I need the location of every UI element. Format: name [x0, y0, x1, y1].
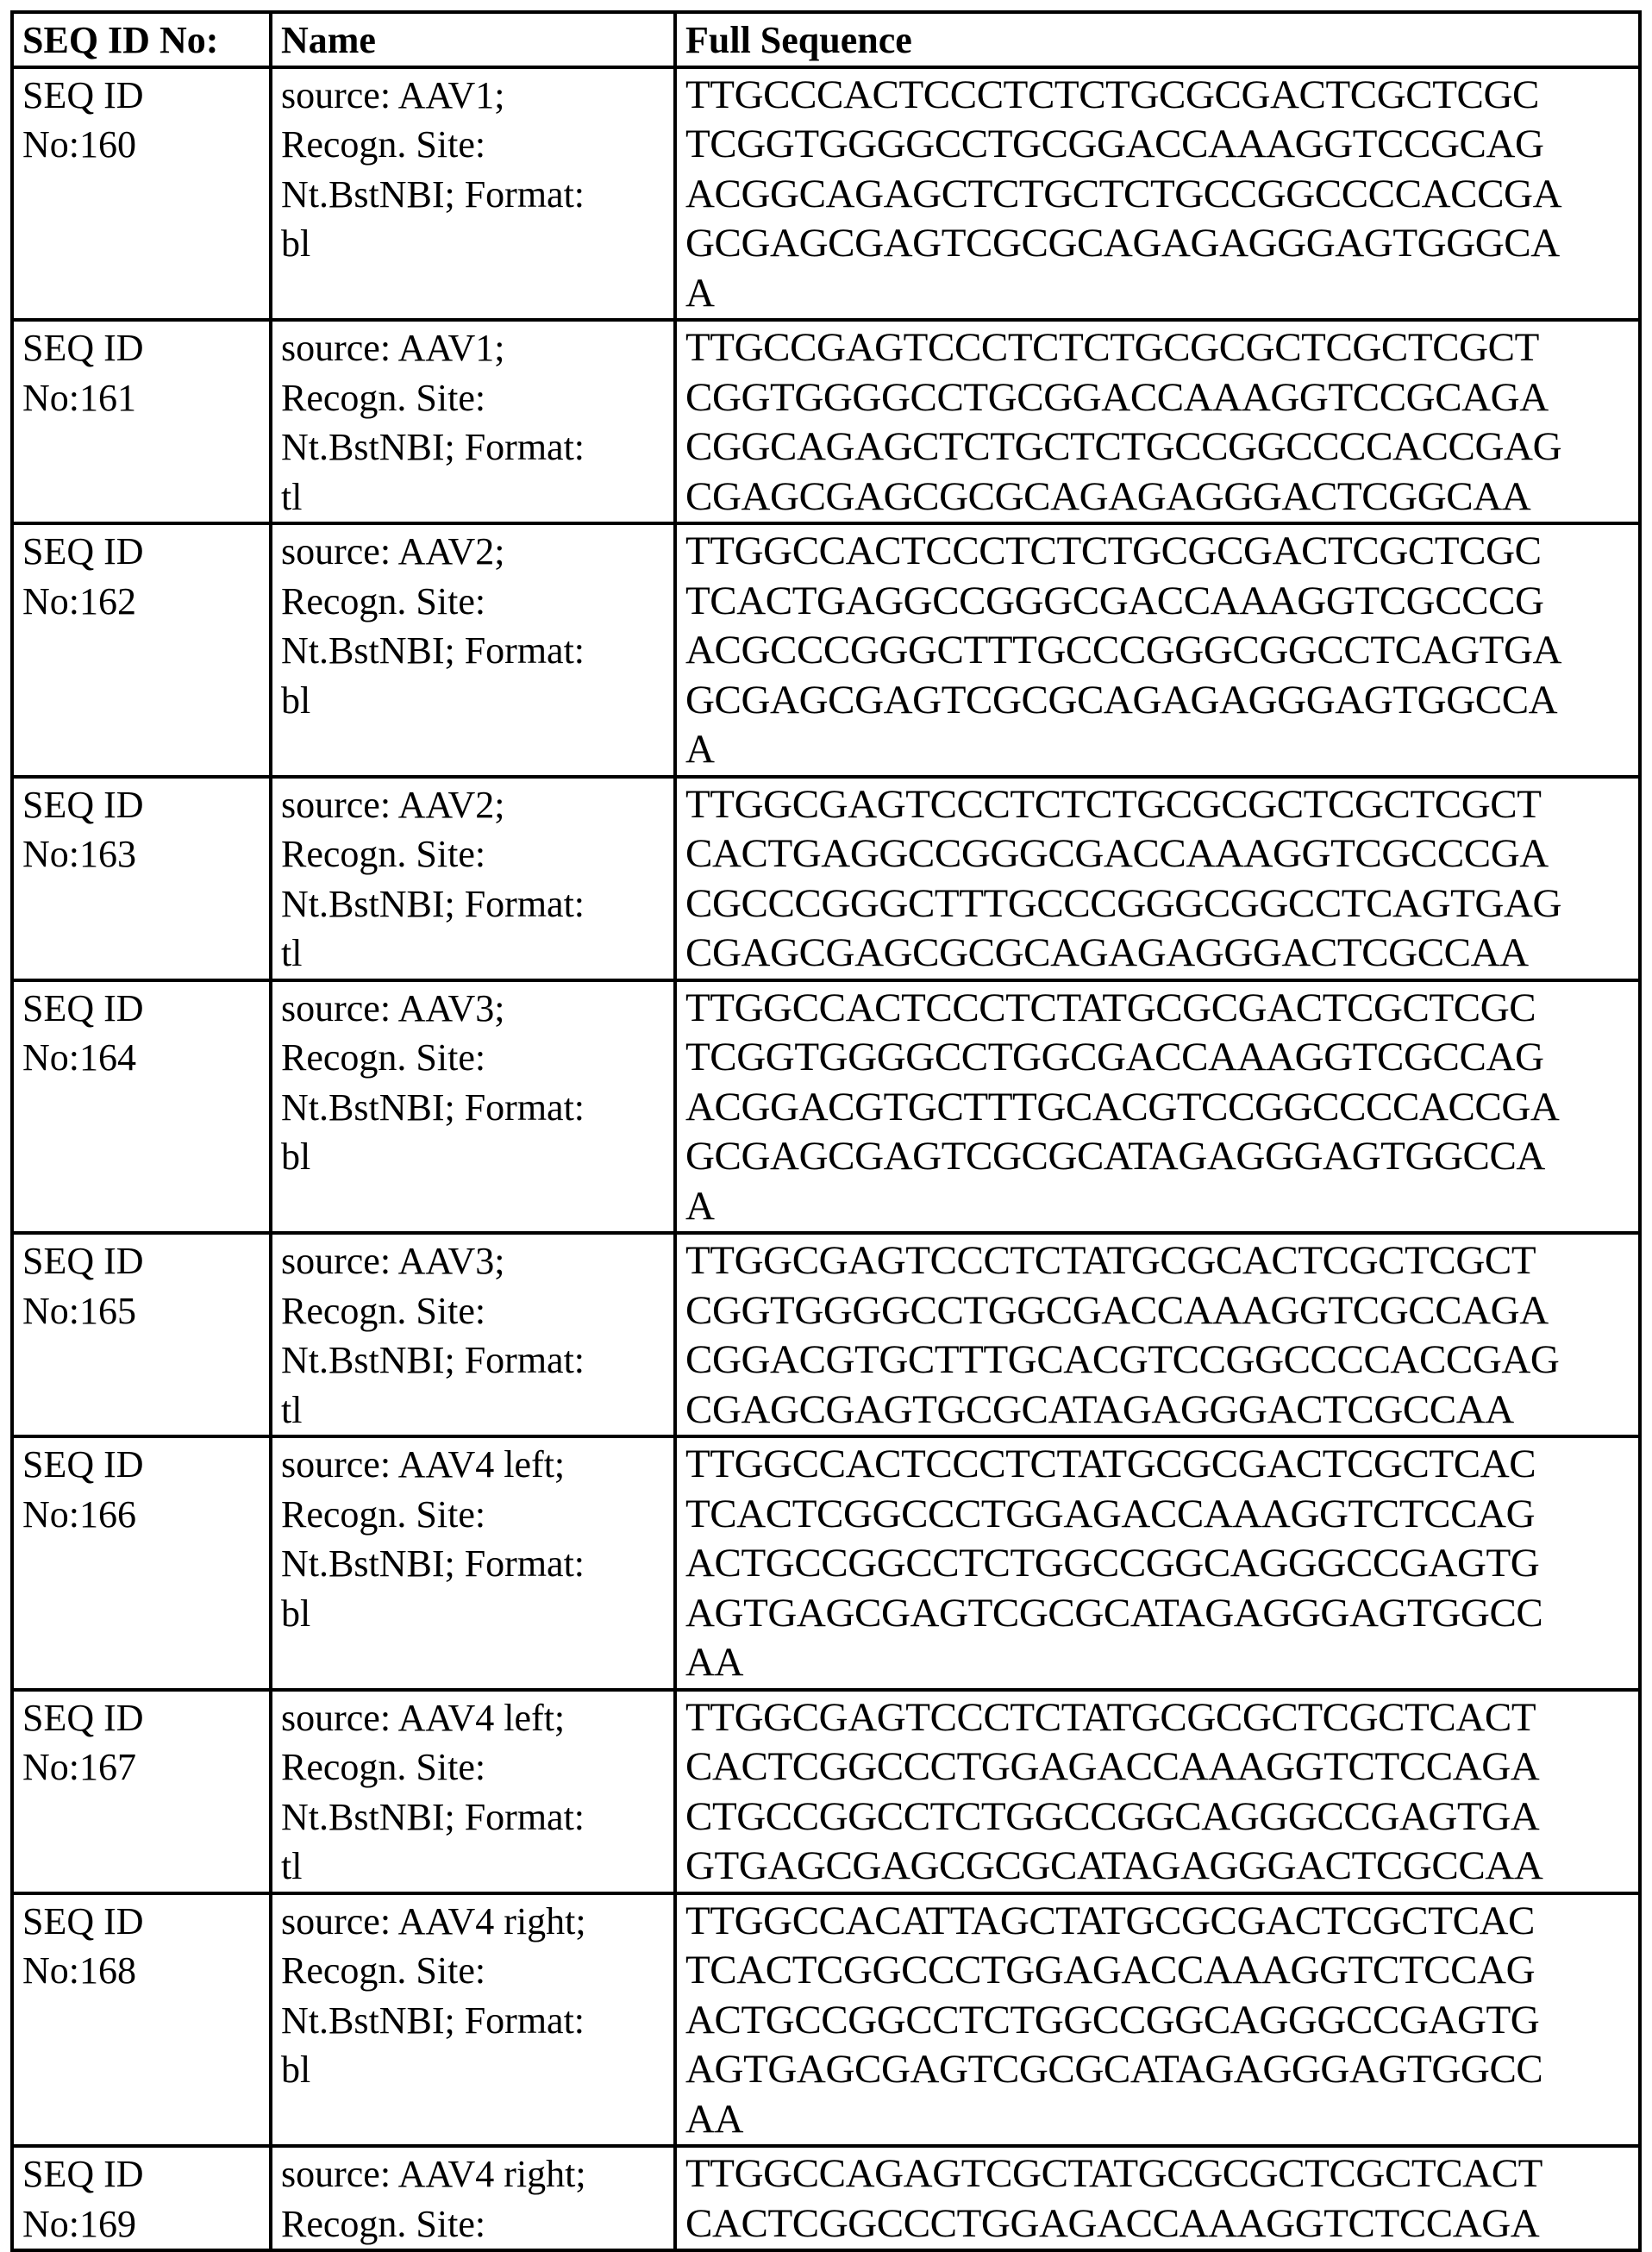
table-row: [12, 523, 1640, 777]
name-line: source: AAV1;: [281, 71, 665, 121]
name-line: Recogn. Site:: [281, 1946, 665, 1996]
sequence-cell: [675, 2146, 1640, 2250]
sequence-cell: [675, 980, 1640, 1234]
name-line: Recogn. Site:: [281, 829, 665, 879]
seq-id-line: SEQ ID: [22, 527, 260, 577]
sequence-line: A: [685, 269, 1630, 319]
seq-id-line: No:169: [22, 2199, 260, 2249]
name-line: tl: [281, 472, 665, 522]
seq-id-line: SEQ ID: [22, 1236, 260, 1286]
sequence-line: CGGTGGGGCCTGCGGACCAAAGGTCCGCAGA: [685, 373, 1630, 423]
seq-id-cell: [12, 1690, 271, 1893]
name-cell: [271, 67, 675, 321]
sequence-line: AGTGAGCGAGTCGCGCATAGAGGGAGTGGCC: [685, 2045, 1630, 2095]
name-cell: [271, 1893, 675, 2147]
name-line: Recogn. Site:: [281, 1033, 665, 1083]
seq-id-line: SEQ ID: [22, 1897, 260, 1947]
sequence-line: TTGCCCACTCCCTCTCTGCGCGACTCGCTCGC: [685, 71, 1630, 121]
table-row: [12, 777, 1640, 980]
sequence-line: TCGGTGGGGCCTGCGGACCAAAGGTCCGCAG: [685, 120, 1630, 170]
name-cell: [271, 1233, 675, 1436]
sequence-line: CGGACGTGCTTTGCACGTCCGGCCCCACCGAG: [685, 1336, 1630, 1386]
name-line: source: AAV4 left;: [281, 1440, 665, 1490]
name-line: source: AAV2;: [281, 780, 665, 830]
name-line: Nt.BstNBI; Format:: [281, 1539, 665, 1589]
sequence-line: TTGGCGAGTCCCTCTATGCGCACTCGCTCGCT: [685, 1236, 1630, 1286]
name-line: bl: [281, 676, 665, 726]
sequence-line: TTGGCCACTCCCTCTCTGCGCGACTCGCTCGC: [685, 527, 1630, 577]
sequence-table: [10, 10, 1642, 2252]
seq-id-line: SEQ ID: [22, 323, 260, 373]
sequence-line: CGAGCGAGCGCGCAGAGAGGGACTCGCCAA: [685, 929, 1630, 979]
name-cell: [271, 1436, 675, 1690]
name-line: Nt.BstNBI; Format:: [281, 879, 665, 929]
name-line: Nt.BstNBI; Format:: [281, 1083, 665, 1133]
name-line: Recogn. Site:: [281, 577, 665, 627]
table-row: [12, 1690, 1640, 1893]
sequence-cell: [675, 1690, 1640, 1893]
name-line: Recogn. Site:: [281, 373, 665, 423]
sequence-line: TTGGCCACTCCCTCTATGCGCGACTCGCTCGC: [685, 984, 1630, 1034]
seq-id-cell: [12, 777, 271, 980]
name-line: source: AAV4 right;: [281, 2149, 665, 2199]
name-cell: [271, 320, 675, 523]
sequence-line: AA: [685, 1638, 1630, 1688]
name-line: source: AAV2;: [281, 527, 665, 577]
name-line: bl: [281, 2045, 665, 2095]
sequence-line: AGTGAGCGAGTCGCGCATAGAGGGAGTGGCC: [685, 1589, 1630, 1639]
sequence-cell: [675, 777, 1640, 980]
seq-id-line: No:161: [22, 373, 260, 423]
header-seq-id: SEQ ID No:: [12, 12, 271, 67]
name-line: bl: [281, 1589, 665, 1639]
sequence-line: GCGAGCGAGTCGCGCATAGAGGGAGTGGCCA: [685, 1132, 1630, 1182]
header-name: Name: [271, 12, 675, 67]
sequence-line: CACTCGGCCCTGGAGACCAAAGGTCTCCAGA: [685, 2199, 1630, 2249]
name-line: bl: [281, 219, 665, 269]
sequence-line: ACTGCCGGCCTCTGGCCGGCAGGGCCGAGTG: [685, 1539, 1630, 1589]
name-line: source: AAV4 left;: [281, 1693, 665, 1743]
seq-id-cell: [12, 980, 271, 1234]
seq-id-line: No:165: [22, 1286, 260, 1336]
sequence-line: AA: [685, 2095, 1630, 2145]
sequence-line: CACTGAGGCCGGGCGACCAAAGGTCGCCCGA: [685, 829, 1630, 879]
sequence-line: TTGGCGAGTCCCTCTATGCGCGCTCGCTCACT: [685, 1693, 1630, 1743]
seq-id-line: SEQ ID: [22, 1693, 260, 1743]
seq-id-line: No:160: [22, 120, 260, 170]
sequence-cell: [675, 1893, 1640, 2147]
name-cell: [271, 2146, 675, 2250]
name-cell: [271, 777, 675, 980]
sequence-line: TTGGCGAGTCCCTCTCTGCGCGCTCGCTCGCT: [685, 780, 1630, 830]
table-row: [12, 320, 1640, 523]
name-line: source: AAV1;: [281, 323, 665, 373]
name-line: tl: [281, 1386, 665, 1436]
sequence-line: TCACTGAGGCCGGGCGACCAAAGGTCGCCCG: [685, 577, 1630, 627]
sequence-line: TCACTCGGCCCTGGAGACCAAAGGTCTCCAG: [685, 1490, 1630, 1540]
table-row: [12, 1436, 1640, 1690]
name-line: Nt.BstNBI; Format:: [281, 170, 665, 220]
sequence-cell: [675, 1233, 1640, 1436]
sequence-line: CGAGCGAGTGCGCATAGAGGGACTCGCCAA: [685, 1386, 1630, 1436]
sequence-line: CGCCCGGGCTTTGCCCGGGCGGCCTCAGTGAG: [685, 879, 1630, 929]
name-line: tl: [281, 1842, 665, 1892]
seq-id-cell: [12, 320, 271, 523]
name-cell: [271, 523, 675, 777]
header-row: [12, 12, 1640, 67]
sequence-line: TTGCCGAGTCCCTCTCTGCGCGCTCGCTCGCT: [685, 323, 1630, 373]
sequence-line: GCGAGCGAGTCGCGCAGAGAGGGAGTGGGCA: [685, 219, 1630, 269]
sequence-line: GTGAGCGAGCGCGCATAGAGGGACTCGCCAA: [685, 1842, 1630, 1892]
seq-id-line: No:164: [22, 1033, 260, 1083]
name-line: source: AAV3;: [281, 984, 665, 1034]
name-line: bl: [281, 1132, 665, 1182]
name-line: Recogn. Site:: [281, 2199, 665, 2249]
sequence-line: ACGGCAGAGCTCTGCTCTGCCGGCCCCACCGA: [685, 170, 1630, 220]
sequence-line: CGGCAGAGCTCTGCTCTGCCGGCCCCACCGAG: [685, 422, 1630, 472]
seq-id-cell: [12, 67, 271, 321]
sequence-line: CGAGCGAGCGCGCAGAGAGGGACTCGGCAA: [685, 472, 1630, 522]
seq-id-line: SEQ ID: [22, 780, 260, 830]
sequence-line: CTGCCGGCCTCTGGCCGGCAGGGCCGAGTGA: [685, 1792, 1630, 1842]
seq-id-line: No:168: [22, 1946, 260, 1996]
seq-id-line: SEQ ID: [22, 984, 260, 1034]
seq-id-line: No:163: [22, 829, 260, 879]
seq-id-line: SEQ ID: [22, 71, 260, 121]
sequence-line: ACTGCCGGCCTCTGGCCGGCAGGGCCGAGTG: [685, 1996, 1630, 2046]
sequence-line: TTGGCCAGAGTCGCTATGCGCGCTCGCTCACT: [685, 2149, 1630, 2199]
sequence-cell: [675, 1436, 1640, 1690]
sequence-line: ACGGACGTGCTTTGCACGTCCGGCCCCACCGA: [685, 1083, 1630, 1133]
header-full-sequence: Full Sequence: [675, 12, 1640, 67]
sequence-cell: [675, 523, 1640, 777]
name-line: Nt.BstNBI; Format:: [281, 1336, 665, 1386]
table-row: [12, 1233, 1640, 1436]
seq-id-cell: [12, 2146, 271, 2250]
table-row: [12, 67, 1640, 321]
name-line: Recogn. Site:: [281, 1742, 665, 1792]
seq-id-line: No:166: [22, 1490, 260, 1540]
sequence-line: CGGTGGGGCCTGGCGACCAAAGGTCGCCAGA: [685, 1286, 1630, 1336]
name-line: Nt.BstNBI; Format:: [281, 626, 665, 676]
sequence-cell: [675, 320, 1640, 523]
table-row: [12, 1893, 1640, 2147]
sequence-line: A: [685, 725, 1630, 775]
name-cell: [271, 980, 675, 1234]
name-line: Recogn. Site:: [281, 1286, 665, 1336]
name-line: Nt.BstNBI; Format:: [281, 1792, 665, 1842]
name-line: tl: [281, 929, 665, 979]
seq-id-line: No:162: [22, 577, 260, 627]
sequence-line: ACGCCCGGGCTTTGCCCGGGCGGCCTCAGTGA: [685, 626, 1630, 676]
name-line: Recogn. Site:: [281, 120, 665, 170]
sequence-line: GCGAGCGAGTCGCGCAGAGAGGGAGTGGCCA: [685, 676, 1630, 726]
name-cell: [271, 1690, 675, 1893]
seq-id-line: SEQ ID: [22, 1440, 260, 1490]
name-line: Nt.BstNBI; Format:: [281, 422, 665, 472]
name-line: Recogn. Site:: [281, 1490, 665, 1540]
seq-id-cell: [12, 1233, 271, 1436]
sequence-line: TCGGTGGGGCCTGGCGACCAAAGGTCGCCAG: [685, 1033, 1630, 1083]
seq-id-cell: [12, 1893, 271, 2147]
seq-id-line: No:167: [22, 1742, 260, 1792]
sequence-line: TTGGCCACATTAGCTATGCGCGACTCGCTCAC: [685, 1897, 1630, 1947]
name-line: source: AAV4 right;: [281, 1897, 665, 1947]
seq-id-cell: [12, 523, 271, 777]
sequence-line: TCACTCGGCCCTGGAGACCAAAGGTCTCCAG: [685, 1946, 1630, 1996]
table-row: [12, 980, 1640, 1234]
sequence-line: CACTCGGCCCTGGAGACCAAAGGTCTCCAGA: [685, 1742, 1630, 1792]
table-row: [12, 2146, 1640, 2250]
table-body: [12, 67, 1640, 2251]
seq-id-line: SEQ ID: [22, 2149, 260, 2199]
sequence-line: A: [685, 1182, 1630, 1232]
seq-id-cell: [12, 1436, 271, 1690]
sequence-line: TTGGCCACTCCCTCTATGCGCGACTCGCTCAC: [685, 1440, 1630, 1490]
sequence-cell: [675, 67, 1640, 321]
name-line: Nt.BstNBI; Format:: [281, 1996, 665, 2046]
name-line: source: AAV3;: [281, 1236, 665, 1286]
